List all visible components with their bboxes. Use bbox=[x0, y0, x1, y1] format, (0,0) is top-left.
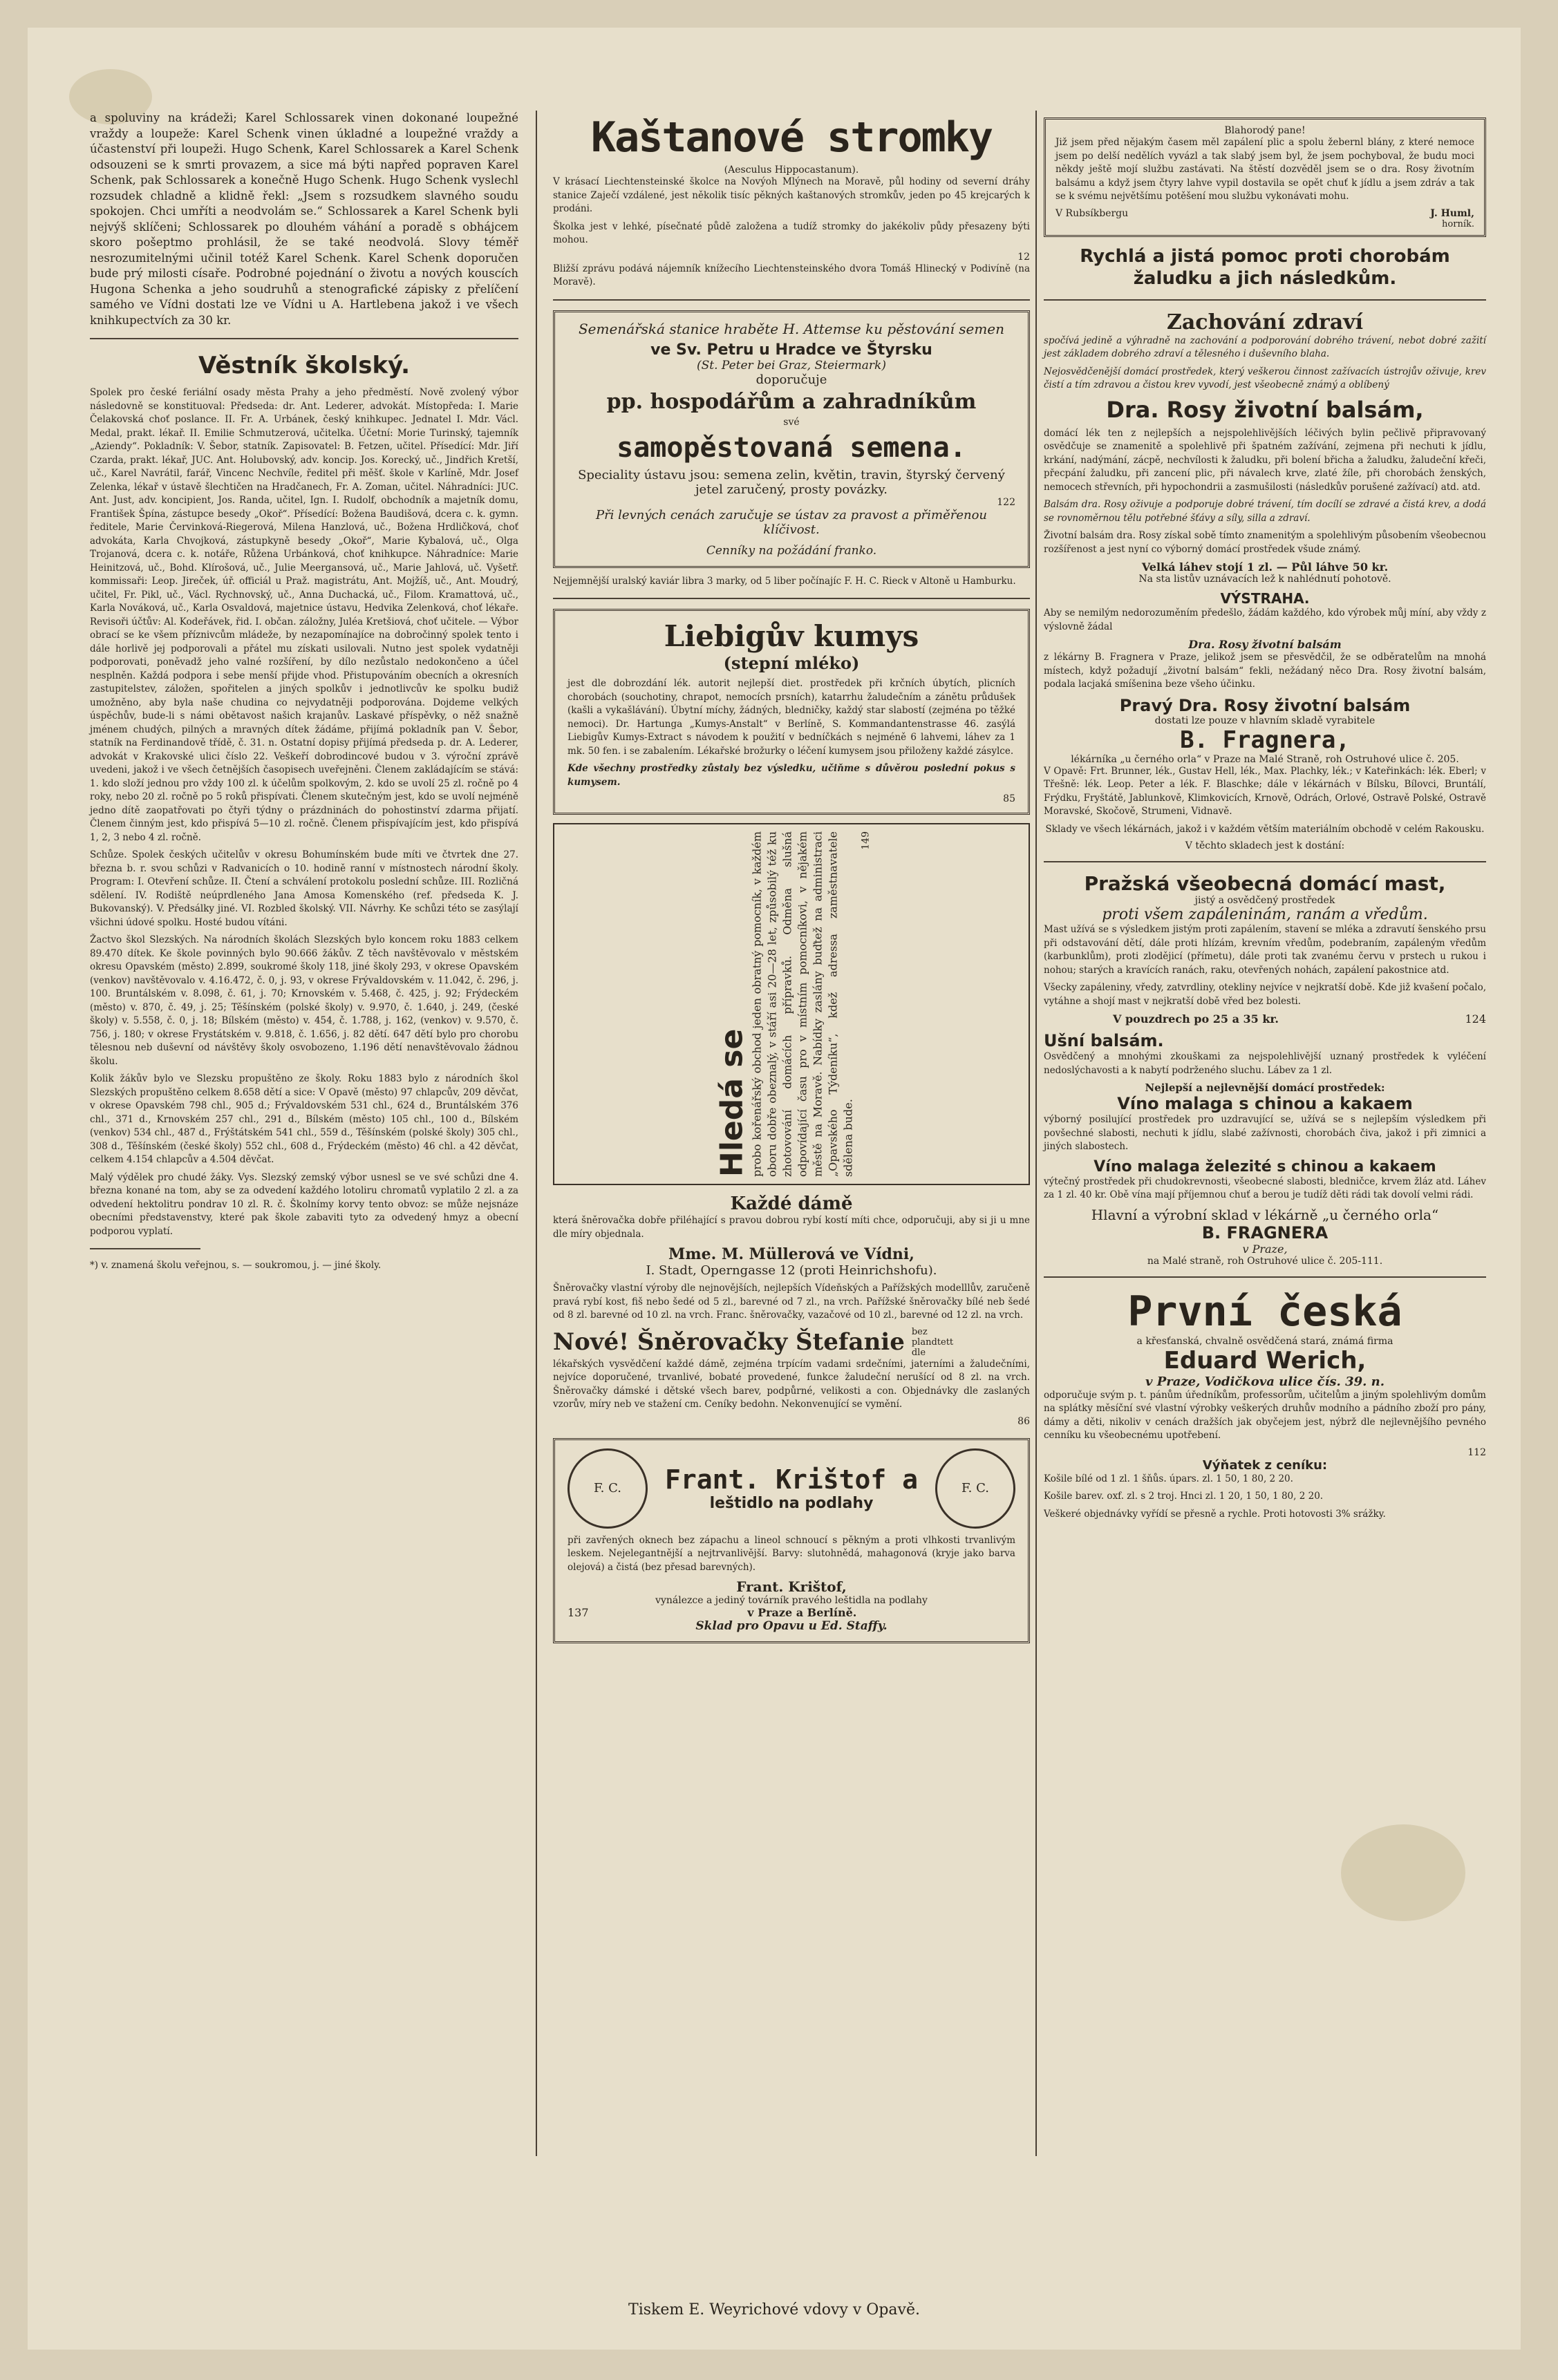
ad-number: 124 bbox=[1465, 1012, 1486, 1026]
seal-logo: F. C. bbox=[567, 1448, 648, 1529]
article-feriálni-osady: Spolek pro české feriální osady města Prahy a jeho předměstí. Nově zvolený výbor následovně se konstituoval: Předseda: dr. Ant. Lederer, advokát. Místopředa: I. Marie Čelakovská choť poslance. II. Fr. A. Urbánek, český knihkupec. Jednatel I. Mdr. Václ. Medal, prakt. lékař. II. Emilie Schmutzerová, učitelka. Účetní: Morie Turinský, tajemník „Aziendy“. Pokladník: V. Šebor, statník. Zapisovatel: B. Fetzen, učitel. Přísedící: Mdr. Jiří Czarda, prakt. lékař, JUC. Ant. Holubovský, adv. koncip. Jos. Korecký, uč., Jindřich Kretší, uč., Karel Navrátil, farář, Vincenc Nechvíle, ředitel při měšť. škole v Karlíně, Mdr. Josef Zelenka, lékař v ústavě šlechtičen na Hradčanech, Fr. A. Zoman, učitel. Náhradníci: JUC. Ant. Just, adv. koncipient, Jos. Randa, učitel, Ign. I. Rudolf, obchodník a majetník domu, František Špína, zástupce besedy „Okoř“. Přísedící: Božena Baudišová, dcera c. k. gymn. ředitele, Marie Červinková-Riegerová, Milena Hanzlová, uč., Božena Hrdličková, choť advokáta, Karla Chvojková, zástupkyně besedy „Okoř“, Marie Kybalová, uč., Olga Trojanová, dcera c. k. notáře, Růžena Urbánková, choť knihkupce. Náhradníce: Marie Heinitzová, uč., Bohd. Klírošová, uč., Julie Meergansová, uč., Marie Jahlová, uč. Vyšetř. kommissaři: Leop. Jireček, úř. officiál u Praž. magistrátu, Ant. Mojžíš, uč., Ant. Moudrý, učitel, Fr. Pikl, uč., Václ. Rychnovský, uč., Anna Duchacká, uč., Filom. Kramattová, uč., Karla Nováková, uč., Karla Osvaldová, majetnice ústavu, Hedvika Zelenková, choť lékaře. Revisoři účtův: Al. Kodeřávek, řid. I. občan. záložny, Juléa Kretšiová, choť učitele. — Výbor obrací se ke všem příznivcům mládeže, by nezapomínajíce na dobročinný spolek tento i dále horlivě jej podporovali a přátel mu získati usilovali. Nutno jest spolek vydatněji podporovati, poněvadž jeho valné rozšíření, by dílo nezůstalo nedokončeno a účel nesplněn. Každá podpora i sebe menší přijde vhod. Přistupováním obecních a okresních zastupitelstev, záložen, spořitelen a jiných spolkův i jednotlivcův ke spolku budiž umožněno, aby byla naše chudina co nejvydatněji podporována. Dojdeme velkých úspěchův, bude-li s námi obětavost našich krajanův. Laskavé příspěvky, o něž snažně jménem chudých, pilných a mravných dítek žádáme, přijímá pokladník pan V. Šebor, statník na Ferdinandově třídě, č. 31. n. Ostatní dopisy přijímá předseda p. dr. A. Lederer, advokát v Krakovské ulici číslo 22. Veškeří dobrodincové budou v 3. výroční zprávě uvedeni, jakož i ve všech četnějších časopisech uveřejněni. Členem zakládajícím se stává: 1. kdo složí jednou pro vždy 100 zl. k účelům spolkovým, 2. kdo se uvolí 25 zl. ročně po 4 roky, nebo 20 zl. ročně po 5 roků přispívati. Členem skutečným jest, kdo se uvolí nejméně jedno dítě zaopatřovati po čtyři týdny o prázdninách do pohostinství zdarma přijatí. Členem činným jest, kdo přispívá 5—10 zl. ročně. Členem přispívajícím jest, kdo přispívá 1, 2, 3 nebo 4 zl. ročně. bbox=[90, 387, 518, 843]
ad-text: Kde všechny prostředky zůstaly bez výsledku, učiňme s důvěrou poslední pokus s kumysem. bbox=[567, 763, 1015, 788]
ad-line: Dra. Rosy životní balsám bbox=[1188, 638, 1342, 651]
ad-line: ve Sv. Petru u Hradce ve Štyrsku bbox=[650, 341, 932, 359]
ad-headline: Rychlá a jistá pomoc proti chorobám žaludku a jich následkům. bbox=[1080, 245, 1450, 289]
section-title: Věstník školský. bbox=[198, 352, 411, 379]
ad-number: 85 bbox=[1003, 793, 1015, 804]
ad-line: Nejlepší a nejlevnější domácí prostředek: bbox=[1145, 1082, 1385, 1094]
ad-text: jest dle dobrozdání lék. autorit nejlepší diet. prostředek při krčních úbytích, plicních chorobách (souchotiny, chrapot, nemocích prsních), katarrhu žaludečním a zánětu průdušek (kašli a vykašlávání). Úbytní míchy, žádných, bledničky, každý star slabostí (zejména po těžké nemoci). Dr. Hartunga „Kumys-Anstalt“ v Berlíně, S. Kommandantenstrasse 46. zasýlá Liebigův Kumys-Extract s návodem k použití v bedníčkách s nejméně 6 lahvemi, láhev za 1 mk. 50 fen. i se zabalením. Lékařské brožurky o léčení kumysem jsou přiloženy každé zásylce. bbox=[567, 678, 1015, 757]
article-propusteni: Kolik žákův bylo ve Slezsku propuštěno ze školy. Roku 1883 bylo z národních škol Slezských propuštěno celkem 8.658 dětí a sice: V Opavě (město) 97 chlapcův, 209 děvčat, v okrese Opavském 798 chl., 905 d.; Frývaldovském 531 chl., 624 d., Bruntálském 376 chl., 371 d., Krnovském 257 chl., 291 d., Bílském (město) 105 chl., 100 d., Bílském (venkov) 534 chl., 487 d., Frýštátském 541 chl., 559 d., Těšínském (polské školy) 305 chl., 308 d., Těšínském (české školy) 552 chl., 608 d., Frýdeckém (město) 46 chl. a 42 děvčat, celkem 4.154 chlapcův a 4.504 děvčat. bbox=[90, 1073, 518, 1165]
ad-text: Školka jest v lehké, písečnaté půdě založena a tudíž stromky do jakékoliv půdy přesazeny býti mohou. bbox=[553, 220, 1030, 245]
ad-text: která šněrovačka dobře přiléhající s pravou dobrou rybí kostí míti chce, odporučuji, aby si ji u mne dle míry objednala. bbox=[553, 1215, 1030, 1240]
store-city: v Praze, bbox=[1242, 1242, 1288, 1256]
ad-address: v Praze, Vodičkova ulice čís. 39. n. bbox=[1145, 1374, 1385, 1389]
ad-semena bbox=[553, 310, 1030, 568]
letter-signature-title: horník. bbox=[1442, 218, 1474, 229]
ad-sneravky bbox=[553, 1193, 1030, 1427]
ad-subtitle: Nové! Šněrovačky Štefanie bbox=[553, 1328, 905, 1356]
ad-subtitle: leštidlo na podlahy bbox=[709, 1495, 874, 1512]
ad-line: pp. hospodářům a zahradníkům bbox=[606, 389, 977, 414]
ad-text: výborný posilující prostředek pro uzdravující se, užívá se s nejlepším výsledkem při povšechné slabosti, nechuti k jídlu, slabé zažívnosti, chorobách čiva, jakož i při zimnici a jiných slabostech. bbox=[1044, 1114, 1486, 1152]
ad-kaviar: Nejjemnější uralský kaviár libra 3 marky, od 5 liber počínajíc F. H. C. Rieck v Altoně u Hamburku. bbox=[553, 575, 1016, 587]
price-list-item: Veškeré objednávky vyřídí se přesně a rychle. Proti hotovosti 3% srážky. bbox=[1044, 1508, 1386, 1520]
ad-number: 12 bbox=[1017, 251, 1030, 263]
ad-city: v Praze a Berlíně. bbox=[747, 1606, 857, 1619]
ad-line: V těchto skladech jest k dostání: bbox=[1185, 840, 1345, 851]
ad-text: výtečný prostředek při chudokrevnosti, všeobecné slabosti, bledničce, krvem žláz atd. Láhev za 1 zl. 40 kr. Obě vína mají příjemnou chuť a berou je tudíž děti rádi tak dovolí velmi rádi. bbox=[1044, 1175, 1486, 1200]
ad-line: (St. Peter bei Graz, Steiermark) bbox=[697, 358, 886, 372]
printer-imprint: Tiskem E. Weyrichové vdovy v Opavě. bbox=[628, 2301, 920, 2318]
divider bbox=[1044, 861, 1486, 862]
ad-line: jistý a osvědčený prostředek bbox=[1194, 895, 1335, 906]
column-rule bbox=[1035, 111, 1037, 2156]
ad-number: 86 bbox=[1017, 1415, 1030, 1427]
store-line: Hlavní a výrobní sklad v lékárně „u černého orla“ bbox=[1091, 1206, 1439, 1223]
ad-title: Zachování zdraví bbox=[1166, 310, 1364, 334]
ad-text: domácí lék ten z nejlepších a nejspolehlivějších léčivých bylin pečlivě připravovaný osvědčuje se znamenitě a spolehlivě při špatném zažívání, zejmena při nechuti k jídlu, krkání, nadýmání, zácpě, nechvílosti k žaludku, při bolení břicha a žaludku, žaludeční křeči, přecpání žaludku, při zancení plic, při návalech krve, zlaté žíle, při chorobách ženských, nemocech střevních, při hypochondrii a zasmušilosti (následkův porušené zažívací) atd. atd. bbox=[1044, 427, 1486, 493]
ad-text: probo kořenářský obchod jeden obratný pomocník, v každém oboru dobře obeznalý, v stáří asi 20—28 let, způsobilý též ku zhotovování domácích přípravků. Odměna slušná odpovídající času pro v místním pomocníkovi, v nějakém městě na Moravě. Nabídky zaslány buďtež na administraci „Opavského Týdeníku“, kdež adressa zaměstnavatele sdělena bude. bbox=[750, 831, 855, 1177]
ad-title: Frant. Krištof a bbox=[664, 1464, 919, 1495]
ad-title: Víno malaga s chinou a kakaem bbox=[1117, 1094, 1413, 1113]
ad-line: proti všem zapáleninám, ranám a vředům. bbox=[1102, 906, 1428, 923]
ad-text: při zavřených oknech bez zápachu a lineol schnoucí s pěkným a proti vlhkosti trvanlivým leskem. Nejelegantnější a nejtrvanlivější. Barvy: slutohnědá, mahagonová (kryje jako barva olejová) a čistá (bez přesad barevných). bbox=[567, 1534, 1015, 1573]
price-list-item: Košile barev. oxf. zl. s 2 troj. Hnci zl. 1 20, 1 50, 1 80, 2 20. bbox=[1044, 1491, 1324, 1502]
price-line: V pouzdrech po 25 a 35 kr. bbox=[1113, 1012, 1279, 1026]
ad-number: 149 bbox=[860, 831, 872, 850]
store-address: na Malé straně, roh Ostruhové ulice č. 205-111. bbox=[1147, 1255, 1383, 1267]
column-middle bbox=[553, 111, 1030, 1650]
ad-text: Aby se nemilým nedorozuměním předešlo, žádám každého, kdo výrobek můj míní, aby vždy z výslovně žádal bbox=[1044, 607, 1486, 632]
ad-rotated-content bbox=[715, 831, 872, 1177]
ad-company: Mme. M. Müllerová ve Vídni, bbox=[668, 1245, 914, 1263]
ad-text: lékařských vysvědčení každé dámě, zejména trpícím vadami srdečními, jaterními a žaludečními, nejvíce doporučené, trvanlivé, bobaté provedené, funkce žaludeční nerušící od 8 zl. na vrch. Šněrovačky dámské i dětské všech barev, podpůrné, velikosti a con. Objednávky dle zaslaných vzorův, míry neb ve stažení cm. Ceníky bedohn. Nekonvenující se vymění. bbox=[553, 1358, 1030, 1410]
ad-werich bbox=[1044, 1287, 1486, 1522]
column-left bbox=[90, 111, 518, 1277]
ad-text: Všecky zapáleniny, vředy, zatvrdliny, otekliny nejvíce v nejkratší době. Kde již kvašení počalo, vytáhne a shojí mast v nejkratší době vřed bez bolesti. bbox=[1044, 982, 1486, 1007]
price-list-item: Košile bílé od 1 zl. 1 šňůs. úpars. zl. 1 50, 1 80, 2 20. bbox=[1044, 1473, 1293, 1484]
ad-number: 137 bbox=[567, 1606, 589, 1619]
ad-line: Při levných cenách zaručuje se ústav za pravost a přiměřenou klíčivost. bbox=[595, 507, 988, 537]
ad-title: Hledá se bbox=[714, 1028, 750, 1177]
ad-title: Víno malaga železité s chinou a kakaem bbox=[1094, 1158, 1436, 1175]
letter-greeting: Blahorodý pane! bbox=[1224, 125, 1306, 136]
ad-contact: Bližší zprávu podává nájemník knížecího Liechtensteinského dvora Tomáš Hlinecký v Podivíně (na Moravě). bbox=[553, 263, 1030, 287]
ad-company: Frant. Krištof, bbox=[736, 1578, 847, 1595]
letter-signature: J. Huml, bbox=[1430, 207, 1474, 219]
product-name: Dra. Rosy životní balsám, bbox=[1106, 396, 1424, 423]
ad-side-note: bez plandtett dle bbox=[911, 1326, 954, 1358]
letter-place: V Rubsíkbergu bbox=[1055, 207, 1129, 219]
article-schuze: Schůze. Spolek českých učitelův v okresu Bohumínském bude míti ve čtvrtek dne 27. března b. r. svou schůzi v Radvanicích o 10. hodině ranní v místnostech národní školy. Program: I. Otevření schůze. II. Čtení a schválení protokolu poslední schůze. III. Rozličná sdělení. IV. Rodiště neúprdleného Jana Amosa Komenského (ref. předseda K. J. Bukovanský). V. Předsálky jiné. VI. Rozbled školský. VII. Návrhy. Ke schůzi této se zasýlají všichni údové spolku. Hosté budou vítáni. bbox=[90, 849, 518, 928]
column-right bbox=[1044, 111, 1486, 1525]
ad-text: V krásací Liechtensteinské školce na Novýoh Mlýnech na Moravě, půl hodiny od severní dráhy stanice Zaječí vzdálené, jest několik tisíc pěkných kaštanových stromkův, jeden po 45 krejcarých k prodáni. bbox=[553, 176, 1030, 214]
seal-logo: F. C. bbox=[935, 1448, 1015, 1529]
ad-hleda-se bbox=[553, 823, 1030, 1185]
ad-text: Mast užívá se s výsledkem jistým proti zapálením, stavení se mléka a zdravutí šenského prsu při odstavování dětí, dále proti hlízám, krevním vředům, podebraním, zapáleným vředům (karbunklům), proti zlodějicí (přímetu), dále proti tak zvanému červu v prstech u rukou i nohou; starých a kravících ranách, raku, otevřených nohách, zapálení pakostnice atd. bbox=[1044, 924, 1486, 976]
divider bbox=[553, 598, 1030, 599]
ad-text: Životní balsám dra. Rosy získal sobě tímto znamenitým a spolehlivým působením všeobecnou rozšířenost a jest nyní co výborný domácí prostředek všude známý. bbox=[1044, 530, 1486, 555]
ad-line: Semenářská stanice hraběte H. Attemse ku pěstování semen bbox=[578, 320, 1005, 337]
letter-text: Již jsem před nějakým časem měl zapálení plic a spolu žebernl blány, z které nemoce jsem po delší nedělích vyvázl a tak slabý jsem byl, že jsem pochyboval, že budu moci někdy ještě mojí službu zastávati. Na štěstí dozvěděl jsem se o dra. Rosy životním balsámu a když jsem čtyry lahve vypil dostavila se opět chuť k jídlu a jsem zdráv a tak se k svému největšímu potěšení mou službu vykonávati mohu. bbox=[1055, 137, 1474, 202]
ad-line: dostati lze pouze v hlavním skladě vyrabitele bbox=[1154, 715, 1376, 726]
divider bbox=[90, 338, 518, 339]
warning-title: VÝSTRAHA. bbox=[1220, 590, 1310, 607]
ad-address: I. Stadt, Operngasse 12 (proti Heinrichshofu). bbox=[646, 1263, 937, 1278]
ad-line: a křesťanská, chvalně osvědčená stará, známá firma bbox=[1136, 1335, 1393, 1347]
ad-line: Cenníky na požádání franko. bbox=[706, 543, 877, 558]
ad-number: 112 bbox=[1467, 1446, 1486, 1458]
ad-title: Pražská všeobecná domácí mast, bbox=[1084, 872, 1446, 895]
ad-warehouse: Sklad pro Opavu u Ed. Staffy. bbox=[695, 1619, 888, 1633]
crime-report-paragraph: a spoluviny na krádeži; Karel Schlossarek vinen dokonané loupežné vraždy a loupeže: Karel Schenk vinen úkladné a loupežné vraždy a účastenství při loupeži. Hugo Schenk, Karel Schlossarek a Karel Schenk odsouzeni se k smrti provazem, a sice má býti napřed popraven Karel Schenk, pak Schlossarek a konečně Hugo Schenk. Hugo Schenk vyslechl rozsudek chladně a klidně řekl: „Jsem s rozsudkem slavného soudu spokojen. Chci umříti a neodvolám se.“ Schlossarek a Karel Schenk byli nejvýš sklíčeni; Schlossarek po dlouhém váhání a poradě s obhájcem skoro pošeptmo prohlásil, že se také neodvolá. Slovy téměř nesrozumitelnými učinil totéž Karel Schenk. Karel Schenk doporučen bude prý milosti císaře. Podrobné pojednání o životu a nových kouscích Hugona Schenka a jeho soudruhů a stenografické zápisky z přelíčení samého ve Vídni dostati lze ve Vídni u A. Hartlebena jakož i ve všech knihkupectvích za 30 kr. bbox=[90, 111, 518, 327]
ad-line: Speciality ústavu jsou: semena zelin, květin, travin, štyrský červený jetel zaručený, prosty povázky. bbox=[578, 467, 1005, 497]
testimonial-letter bbox=[1044, 117, 1486, 237]
ad-title: První česká bbox=[1127, 1287, 1402, 1336]
ad-line: Pravý Dra. Rosy životní balsám bbox=[1119, 695, 1411, 715]
ad-text: spočívá jedině a výhradně na zachování a podporování dobrého trávení, nebot dobré zažití jest základem dobrého zdraví a tělesného i duševního blaha. bbox=[1044, 334, 1486, 359]
ad-title: Liebigův kumys bbox=[664, 619, 919, 653]
ad-kristof bbox=[553, 1438, 1030, 1644]
price-list-title: Výňatek z ceníku: bbox=[1202, 1457, 1328, 1473]
column-rule bbox=[536, 111, 537, 2156]
divider bbox=[1044, 299, 1486, 301]
agents-list: Sklady ve všech lékárnách, jakož i v každém větším materiálním obchodě v celém Rakousku. bbox=[1045, 823, 1485, 835]
ad-kastanove-stromky bbox=[553, 111, 1030, 290]
agents-list: V Opavě: Frt. Brunner, lék., Gustav Hell, lék., Max. Plachky, lék.; v Kateřinkách: lék. Eberl; v Třešně: lék. Leop. Peter a lék. F. Blaschke; dále v lékárnách v Bílsku, Bílovci, Bruntálí, Frýdku, Fryštátě, Jablunkově, Klimkovicích, Krnově, Odrách, Orlové, Ostravě Polské, Ostravě Moravské, Skočově, Strumeni, Vidnavě. bbox=[1044, 765, 1486, 817]
ad-subtitle: (stepní mléko) bbox=[723, 653, 860, 673]
ad-title: Ušní balsám. bbox=[1044, 1031, 1164, 1050]
ad-text: Balsám dra. Rosy oživuje a podporuje dobré trávení, tím docílí se zdravé a čistá krev, a dodá se rovnoměrnou tělu potřebné šťávy a síly, silla a zdraví. bbox=[1044, 499, 1486, 524]
paper-stain bbox=[1341, 1824, 1465, 1921]
article-zactvo: Žactvo škol Slezských. Na národních školách Slezských bylo koncem roku 1883 celkem 89.470 dítek. Ke škole povinných bylo 90.666 žákův. Z těch navštěvovalo v městském okresu Opavském (město) 2.899, soukromé školy 118, jiné školy 293, v okrese Opavském (venkov) navštěvovalo v. 4.16.472, č. 0, j. 93, v okrese Frývaldovském v. 11.042, č. 296, j. 100. Bruntálském v. 8.098, č. 61, j. 70; Krnovském v. 5.468, č. 425, j. 92; Frýdeckém (město) v. 870, č. 49, j. 25; Těšínském (polské školy) v. 9.970, č. 1.640, j. 249, (české školy) v. 5.558, č. 0, j. 18; Bílském (město) v. 454, č. 1.788, j. 162, (venkov) v. 9.570, č. 756, j. 180; v okrese Frystátském v. 9.818, č. 1.656, j. 82 dětí. 647 dětí bylo pro chorobu tělesnou neb duševní od návštěvy školy osvobozeno, 1.196 dětí nenavštěvovalo žádnou školu. bbox=[90, 934, 518, 1067]
divider bbox=[553, 299, 1030, 301]
ad-line: doporučuje bbox=[755, 372, 827, 387]
ad-number: 122 bbox=[997, 496, 1015, 508]
ad-title: Každé dámě bbox=[730, 1193, 853, 1214]
ad-text: z lékárny B. Fragnera v Praze, jelikož jsem se přesvědčil, že se odběratelům na mnohá místech, když požadují „životní balsám“ fekli, nežádaný něco Dra. Rosy životní balsám, podala lacjaká smíšenina beze všeho účinku. bbox=[1044, 652, 1486, 690]
divider bbox=[1044, 1276, 1486, 1278]
price-line: Velká láhev stojí 1 zl. — Půl láhve 50 kr. bbox=[1141, 560, 1389, 574]
ad-line: vynálezce a jediný továrník pravého leštidla na podlahy bbox=[655, 1595, 928, 1606]
store-name: B. FRAGNERA bbox=[1201, 1222, 1329, 1243]
ad-text: Nejosvědčenější domácí prostředek, který veškerou činnost zažívacích ústrojův oživuje, krev čistí a tím zdravou a čistou krev vyvodí, jest všeobecně známý a oblíbený bbox=[1044, 366, 1486, 390]
footnote-rule bbox=[90, 1248, 200, 1249]
article-vydelek: Malý výdělek pro chudé žáky. Vys. Slezský zemský výbor usnesl se ve své schůzi dne 4. března konané na tom, aby se za odvedení každého lotoliru chromatů vyplatilo 2 zl. a za odvedení hektolitru pondrav 10 zl. R. č. Školnímy korvy tento obvoz: se může nejsnáze obecními představenstvy, které pak škole zabaviti tyto za odvedený hmyz a obecní podporou vyplatí. bbox=[90, 1171, 518, 1237]
ad-text: odporučuje svým p. t. pánům úředníkům, professorům, učitelům a jiným spolehlivým domům na splátky měsíční své vlastní výrobky veškerých druhův modního a pádního zboží pro pány, dámy a děti, nikoliv v cenách dražších jak obyčejem jest, nýbrž dle nejlevnějšího pevného cenníku ku všeobecnému upotřebení. bbox=[1044, 1389, 1486, 1441]
ad-company: Eduard Werich, bbox=[1163, 1346, 1367, 1375]
ad-title: Kaštanové stromky bbox=[590, 113, 993, 162]
maker-address: lékárníka „u černého orla“ v Praze na Malé Straně, roh Ostruhové ulice č. 205. bbox=[1071, 753, 1459, 765]
ad-liebig-kumys bbox=[553, 609, 1030, 815]
maker-name: B. Fragnera, bbox=[1180, 726, 1350, 754]
ad-line: Na sta listův uznávacích lež k nahlédnutí pohotově. bbox=[1138, 574, 1391, 585]
ad-text: Osvědčený a mnohými zkouškami za nejspolehlivější uznaný prostředek k vyléčení nedoslýchavosti a k nabytí podrženého sluchu. Lábev za 1 zl. bbox=[1044, 1051, 1486, 1076]
ad-line: samopěstovaná semena. bbox=[617, 431, 966, 464]
footnote: *) v. znamená školu veřejnou, s. — soukromou, j. — jiné školy. bbox=[90, 1260, 382, 1271]
newspaper-page bbox=[28, 28, 1521, 2350]
ad-line: své bbox=[783, 416, 800, 428]
ad-text: Šněrovačky vlastní výroby dle nejnovějších, nejlepších Vídeňských a Pařížských modelllův, zaručeně pravá rybí kost, fiš nebo šedé od 5 zl., barevné od 7 zl., na vrch. Pařížské šněrovačky bílé neb šedé od 8 zl. barevné od 10 zl. na vrch. Franc. šněrovačky, vazačové od 10 zl., barevné od 12 zl. na vrch. bbox=[553, 1283, 1030, 1321]
ad-latin-name: (Aesculus Hippocastanum). bbox=[724, 164, 859, 176]
